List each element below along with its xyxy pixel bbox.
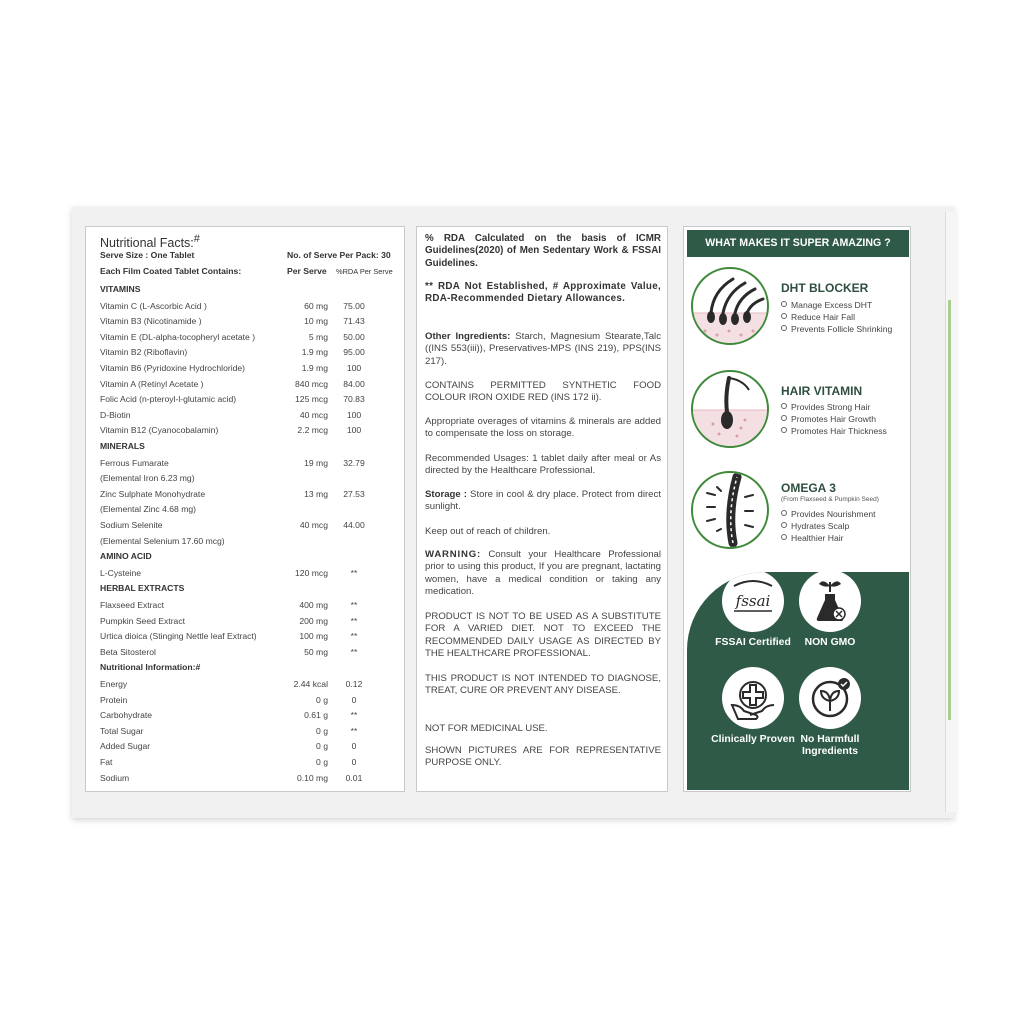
children-text: Keep out of reach of children. bbox=[425, 526, 551, 537]
product-info-panel bbox=[416, 226, 668, 792]
nutrient-name: Vitamin E (DL-alpha-tocopheryl acetate ) bbox=[100, 331, 256, 342]
warning-label: WARNING: bbox=[425, 549, 481, 560]
nutrient-amount: 1.9 mg bbox=[301, 347, 328, 358]
nutrient-name: Energy bbox=[100, 679, 128, 689]
rda-note-text: ** RDA Not Established, # Approximate Value, RDA-Recommended Dietary Allowances. bbox=[425, 281, 661, 305]
nutrition-row bbox=[86, 394, 406, 408]
nutrient-name: Fat bbox=[100, 757, 113, 767]
nutrient-name: Pumpkin Seed Extract bbox=[100, 615, 186, 626]
nutrition-row bbox=[86, 710, 406, 724]
nutrient-name: (Elemental Iron 6.23 mg) bbox=[100, 473, 195, 484]
nutrition-row bbox=[86, 600, 406, 614]
nutrition-row bbox=[86, 536, 406, 550]
badge-label-non-gmo: NON GMO bbox=[804, 637, 856, 648]
box-green-strip bbox=[948, 300, 951, 720]
nutrient-amount: 1.9 mg bbox=[301, 363, 328, 373]
features-panel bbox=[683, 226, 911, 792]
nutrient-rda: 0.01 bbox=[345, 772, 363, 783]
nutrition-row bbox=[86, 616, 406, 630]
nutrient-rda: 71.43 bbox=[343, 316, 365, 327]
nutrition-row bbox=[86, 379, 406, 393]
nutrient-amount: 200 mg bbox=[299, 615, 328, 626]
nutrient-amount: 0.10 mg bbox=[296, 772, 328, 783]
nutrition-section-title: AMINO ACID bbox=[100, 551, 152, 562]
nutrition-row bbox=[86, 773, 406, 787]
each-tablet-contains: Each Film Coated Tablet Contains: bbox=[100, 266, 242, 276]
other-ingredients-text: Starch, Magnesium Stearate,Talc ((INS 553(iii)), Preservatives-MPS (INS 219), PPS(INS 217). bbox=[425, 331, 661, 367]
nutrition-row bbox=[86, 473, 406, 487]
nutrition-row bbox=[86, 489, 406, 503]
feature-title-dht: DHT BLOCKER bbox=[781, 281, 869, 295]
nutrition-row bbox=[86, 458, 406, 472]
nutrient-amount: 60 mg bbox=[304, 300, 328, 311]
feature-bullet: Reduce Hair Fall bbox=[781, 312, 855, 322]
nutrient-rda: 50.00 bbox=[343, 331, 365, 342]
colour-text: CONTAINS PERMITTED SYNTHETIC FOOD COLOUR IRON OXIDE RED (INS 172 ii). bbox=[425, 380, 661, 404]
nutrient-rda: ** bbox=[350, 725, 358, 736]
nutrient-rda: 0 bbox=[351, 694, 357, 705]
nutrient-rda: 100 bbox=[346, 363, 362, 373]
nutrition-row bbox=[86, 347, 406, 361]
nutrient-name: Sodium bbox=[100, 772, 130, 783]
nutrient-amount: 40 mcg bbox=[299, 520, 328, 530]
storage-label: Storage : bbox=[425, 489, 467, 500]
storage-text bbox=[425, 489, 661, 514]
nutrient-name: Total Sugar bbox=[100, 725, 144, 736]
dht-blocker-icon bbox=[691, 267, 769, 345]
nutrition-row bbox=[86, 363, 406, 377]
nutrient-name: Vitamin A (Retinyl Acetate ) bbox=[100, 378, 204, 389]
nutrient-name: Ferrous Fumarate bbox=[100, 457, 169, 468]
nutrient-amount: 40 mcg bbox=[299, 409, 328, 420]
nutrient-name: Vitamin B3 (Nicotinamide ) bbox=[100, 316, 202, 327]
nutrient-rda: ** bbox=[350, 600, 358, 610]
nutrition-facts-panel bbox=[85, 226, 405, 792]
feature-bullet: Hydrates Scalp bbox=[781, 521, 849, 531]
nutrition-row bbox=[86, 410, 406, 424]
not-intended-text: THIS PRODUCT IS NOT INTENDED TO DIAGNOSE, TREAT, CURE OR PREVENT ANY DISEASE. bbox=[425, 673, 661, 697]
nutrient-name: (Elemental Zinc 4.68 mg) bbox=[100, 504, 196, 515]
nutrient-amount: 2.2 mcg bbox=[297, 425, 328, 436]
nutrition-title bbox=[100, 233, 200, 250]
nutrition-row bbox=[86, 301, 406, 315]
serve-per-pack: No. of Serve Per Pack: 30 bbox=[287, 250, 391, 260]
nutrient-amount: 100 mg bbox=[299, 631, 328, 642]
nutrition-row bbox=[86, 741, 406, 755]
nutrition-section-title: Nutritional Information:# bbox=[100, 662, 201, 673]
nutrient-name: Vitamin C (L-Ascorbic Acid ) bbox=[100, 300, 207, 311]
nutrient-name: Vitamin B12 (Cyanocobalamin) bbox=[100, 425, 219, 436]
nutrient-rda: 27.53 bbox=[343, 488, 365, 499]
clinically-proven-icon bbox=[722, 667, 784, 729]
usage-text: Recommended Usages: 1 tablet daily after meal or As directed by the Healthcare Professional. bbox=[425, 453, 661, 477]
nutrient-name: Protein bbox=[100, 694, 128, 705]
badge-label-clinically-proven: Clinically Proven bbox=[711, 734, 795, 745]
serve-size: Serve Size : One Tablet bbox=[100, 250, 195, 260]
nutrient-amount: 0 g bbox=[316, 757, 328, 767]
nutrition-row bbox=[86, 520, 406, 534]
nutrition-row bbox=[86, 679, 406, 693]
nutrient-name: Vitamin B6 (Pyridoxine Hydrochloride) bbox=[100, 363, 246, 373]
feature-title-omega-3: OMEGA 3 bbox=[781, 481, 836, 495]
nutrient-amount: 400 mg bbox=[299, 600, 328, 610]
fssai-logo-text: fssai bbox=[735, 592, 771, 610]
feature-bullet: Promotes Hair Growth bbox=[781, 414, 876, 424]
fssai-logo bbox=[722, 572, 784, 632]
nutrient-amount: 5 mg bbox=[308, 331, 328, 342]
nutrient-rda: 100 bbox=[346, 409, 362, 420]
nutrient-amount: 50 mg bbox=[304, 646, 328, 657]
nutrient-rda: ** bbox=[350, 710, 358, 721]
nutrient-amount: 0 g bbox=[316, 694, 328, 705]
nutrient-amount: 19 mg bbox=[304, 457, 328, 468]
nutrient-amount: 10 mg bbox=[304, 316, 328, 327]
nutrient-name: Beta Sitosterol bbox=[100, 646, 156, 657]
feature-bullet: Provides Strong Hair bbox=[781, 402, 870, 412]
badge-label-no-harmful: No Harmfull Ingredients bbox=[800, 734, 860, 757]
nutrient-name: Urtica dioica (Stinging Nettle leaf Extract) bbox=[100, 631, 257, 642]
nutrition-row bbox=[86, 332, 406, 346]
nutrient-rda: 70.83 bbox=[343, 394, 365, 405]
nutrient-amount: 840 mcg bbox=[295, 378, 328, 389]
no-harmful-ingredients-icon bbox=[799, 667, 861, 729]
nutrient-name: D-Biotin bbox=[100, 409, 131, 420]
nutrient-rda: ** bbox=[350, 615, 358, 626]
nutrient-rda: 75.00 bbox=[343, 300, 365, 311]
nutrient-name: (Elemental Selenium 17.60 mcg) bbox=[100, 535, 225, 546]
nutrient-name: Folic Acid (n-pteroyl-l-glutamic acid) bbox=[100, 394, 237, 405]
pictures-text: SHOWN PICTURES ARE FOR REPRESENTATIVE PURPOSE ONLY. bbox=[425, 745, 661, 769]
nutrient-amount: 2.44 kcal bbox=[293, 679, 328, 689]
other-ingredients bbox=[425, 331, 661, 368]
nutrient-name: Added Sugar bbox=[100, 741, 151, 752]
hair-vitamin-icon bbox=[691, 370, 769, 448]
feature-bullet: Healthier Hair bbox=[781, 533, 844, 543]
nutrient-rda: 100 bbox=[346, 425, 362, 436]
nutrition-section-title: MINERALS bbox=[100, 441, 145, 451]
nutrition-section-title: HERBAL EXTRACTS bbox=[100, 583, 185, 594]
nutrition-row bbox=[86, 316, 406, 330]
warning-text bbox=[425, 549, 661, 599]
nutrition-row bbox=[86, 425, 406, 439]
nutrition-row bbox=[86, 647, 406, 661]
nutrient-amount: 0 g bbox=[316, 741, 328, 752]
storage-body: Store in cool & dry place. Protect from direct sunlight. bbox=[425, 489, 661, 513]
nutrient-rda: 44.00 bbox=[343, 520, 365, 530]
feature-bullet: Manage Excess DHT bbox=[781, 300, 872, 310]
feature-bullet: Promotes Hair Thickness bbox=[781, 426, 887, 436]
nutrient-rda: 32.79 bbox=[343, 457, 365, 468]
nutrition-row bbox=[86, 631, 406, 645]
nutrient-amount: 120 mcg bbox=[295, 567, 328, 578]
nutrient-name: Zinc Sulphate Monohydrate bbox=[100, 488, 206, 499]
nutrient-rda: ** bbox=[350, 631, 358, 642]
nutrition-row bbox=[86, 757, 406, 771]
col-per-serve: Per Serve bbox=[287, 266, 327, 276]
nutrition-row bbox=[86, 726, 406, 740]
nutrient-rda: 95.00 bbox=[343, 347, 365, 358]
omega-3-icon bbox=[691, 471, 769, 549]
feature-title-hair-vitamin: HAIR VITAMIN bbox=[781, 384, 863, 398]
nutrient-rda: ** bbox=[350, 646, 358, 657]
nutrient-amount: 13 mg bbox=[304, 488, 328, 499]
nutrient-name: Vitamin B2 (Riboflavin) bbox=[100, 347, 188, 358]
nutrient-amount: 0 g bbox=[316, 725, 328, 736]
nutrient-name: Flaxseed Extract bbox=[100, 600, 164, 610]
certifications-area bbox=[687, 572, 909, 790]
substitute-text: PRODUCT IS NOT TO BE USED AS A SUBSTITUTE FOR A VARIED DIET. NOT TO EXCEED THE RECOMMENDED DAILY USAGE AS DIRECTED BY THE HEALTHCARE PROFESSIONAL. bbox=[425, 611, 661, 660]
col-rda: %RDA Per Serve bbox=[336, 267, 393, 276]
nutrient-name: L-Cysteine bbox=[100, 567, 142, 578]
nutrient-rda: ** bbox=[350, 567, 358, 578]
nutrient-name: Carbohydrate bbox=[100, 710, 153, 721]
nutrition-title-text: Nutritional Facts: bbox=[100, 236, 194, 251]
nutrition-row bbox=[86, 504, 406, 518]
nutrition-section-title: VITAMINS bbox=[100, 284, 141, 294]
nutrient-rda: 0.12 bbox=[345, 679, 363, 689]
nutrition-row bbox=[86, 695, 406, 709]
feature-bullet: Provides Nourishment bbox=[781, 509, 876, 519]
not-medicinal-text: NOT FOR MEDICINAL USE. bbox=[425, 723, 548, 734]
feature-subtitle-omega-3: (From Flaxseed & Pumpkin Seed) bbox=[781, 496, 879, 503]
badge-label-fssai: FSSAI Certified bbox=[715, 637, 791, 648]
nutrient-rda: 0 bbox=[351, 757, 357, 767]
non-gmo-icon bbox=[799, 572, 861, 632]
box-side-edge bbox=[945, 212, 958, 812]
nutrient-amount: 0.61 g bbox=[304, 710, 328, 721]
nutrient-name: Sodium Selenite bbox=[100, 520, 163, 530]
features-title: WHAT MAKES IT SUPER AMAZING ? bbox=[687, 230, 909, 257]
other-ingredients-label: Other Ingredients: bbox=[425, 331, 511, 342]
nutrient-rda: 84.00 bbox=[343, 378, 365, 389]
nutrition-title-mark: # bbox=[193, 233, 200, 245]
feature-bullet: Prevents Follicle Shrinking bbox=[781, 324, 892, 334]
nutrient-amount: 125 mcg bbox=[295, 394, 328, 405]
warning-body: Consult your Healthcare Professional prior to using this product, If you are pregnant, lactating women, have a medical condition or taking any medication. bbox=[425, 549, 661, 598]
nutrition-row bbox=[86, 568, 406, 582]
overages-text: Appropriate overages of vitamins & minerals are added to compensate the loss on storage. bbox=[425, 416, 661, 440]
nutrient-rda: 0 bbox=[351, 741, 357, 752]
rda-basis-text: % RDA Calculated on the basis of ICMR Guidelines(2020) of Men Sedentary Work & FSSAI Guidelines. bbox=[425, 233, 661, 269]
